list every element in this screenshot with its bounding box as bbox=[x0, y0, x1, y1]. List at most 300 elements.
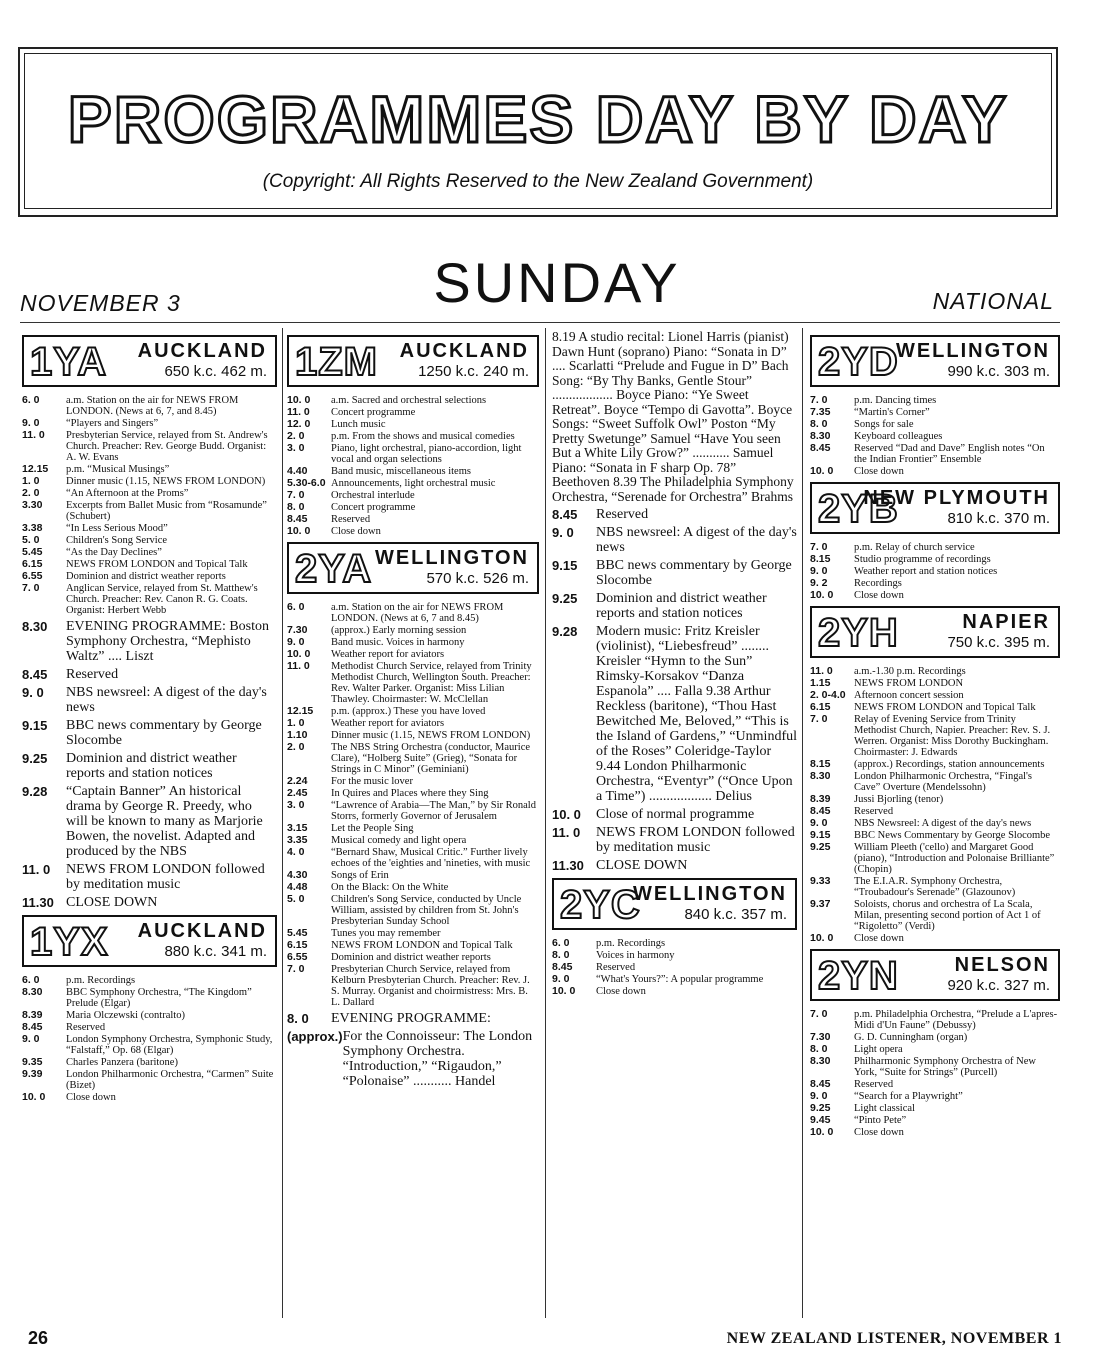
column-3 bbox=[552, 330, 797, 998]
programme-entry bbox=[810, 771, 1060, 793]
programme-entry bbox=[810, 554, 1060, 565]
entry-time: 11. 0 bbox=[552, 825, 581, 840]
entry-time: 7.35 bbox=[810, 406, 831, 418]
entry-time: 6.15 bbox=[810, 701, 831, 713]
programme-entry bbox=[22, 488, 277, 499]
programme-entry bbox=[552, 938, 797, 949]
entry-description: (approx.) Recordings, station announcements bbox=[854, 759, 1045, 770]
entry-time: 9.15 bbox=[552, 558, 578, 573]
entry-description: G. D. Cunningham (organ) bbox=[854, 1032, 968, 1043]
entry-time: 4.48 bbox=[287, 881, 308, 893]
entry-time: 9.37 bbox=[810, 898, 831, 910]
entry-time: 8. 0 bbox=[810, 1043, 828, 1055]
programme-entry bbox=[810, 395, 1060, 406]
entry-description: Studio programme of recordings bbox=[854, 554, 991, 565]
banner-title: PROGRAMMES DAY BY DAY bbox=[67, 82, 1009, 156]
entry-time: 8.45 bbox=[810, 442, 831, 454]
station-callsign: 1YA bbox=[30, 340, 108, 384]
programme-entry bbox=[552, 525, 797, 555]
entry-description: Concert programme bbox=[331, 502, 416, 513]
entry-time: 2.24 bbox=[287, 775, 308, 787]
entry-time: 6. 0 bbox=[22, 974, 40, 986]
programme-entry bbox=[810, 443, 1060, 465]
entry-description: Close down bbox=[854, 466, 904, 477]
header-rule bbox=[20, 322, 1060, 323]
entry-time: 7. 0 bbox=[810, 541, 828, 553]
entry-time: 3.15 bbox=[287, 822, 308, 834]
entry-time: 9.35 bbox=[22, 1056, 43, 1068]
programme-entry bbox=[22, 1069, 277, 1091]
station-frequency: 650 k.c. 462 m. bbox=[164, 363, 267, 380]
entry-time: 9. 0 bbox=[810, 565, 828, 577]
entry-time: 2. 0 bbox=[287, 741, 305, 753]
column-4 bbox=[810, 330, 1060, 1139]
entry-time: 6. 0 bbox=[552, 937, 570, 949]
station-frequency: 840 k.c. 357 m. bbox=[684, 906, 787, 923]
entry-description: Maria Olczewski (contralto) bbox=[66, 1010, 185, 1021]
publication-footer: NEW ZEALAND LISTENER, NOVEMBER 1 bbox=[726, 1330, 1062, 1347]
programme-entry bbox=[810, 830, 1060, 841]
station-header bbox=[552, 878, 797, 930]
programme-entry bbox=[287, 928, 539, 939]
entry-description: NEWS FROM LONDON and Topical Talk bbox=[331, 940, 513, 951]
programme-entry bbox=[287, 835, 539, 846]
programme-entry bbox=[810, 1056, 1060, 1078]
programme-entry bbox=[287, 800, 539, 822]
entry-time: 3. 0 bbox=[287, 442, 305, 454]
entry-time: 9.25 bbox=[552, 591, 578, 606]
programme-entry bbox=[810, 590, 1060, 601]
entry-time: 6.55 bbox=[22, 570, 43, 582]
entry-time: 9. 2 bbox=[810, 577, 828, 589]
column-divider bbox=[282, 328, 283, 1318]
programme-entry bbox=[22, 718, 277, 748]
programme-entry bbox=[552, 624, 797, 804]
entry-time: 10. 0 bbox=[552, 807, 581, 822]
entry-time: 8.45 bbox=[22, 1021, 43, 1033]
entry-description: Afternoon concert session bbox=[854, 690, 964, 701]
entry-description: Children's Song Service, conducted by Uncle William, assisted by children from St. John's Presbyterian Sunday School bbox=[331, 894, 522, 927]
station-city: WELLINGTON bbox=[374, 547, 529, 569]
programme-entry bbox=[22, 476, 277, 487]
programme-entry bbox=[810, 1103, 1060, 1114]
entry-time: 5.45 bbox=[22, 546, 43, 558]
entry-time: 9. 0 bbox=[287, 636, 305, 648]
entry-description: “Lawrence of Arabia—The Man,” by Sir Ronald Storrs, formerly Governor of Jerusalem bbox=[331, 800, 536, 822]
entry-time: 2.45 bbox=[287, 787, 308, 799]
station-header bbox=[22, 335, 277, 387]
entry-time: 8.45 bbox=[22, 667, 48, 682]
programme-entry bbox=[22, 464, 277, 475]
entry-time: 1. 0 bbox=[22, 475, 40, 487]
entry-description: Close down bbox=[331, 526, 381, 537]
entry-time: 10. 0 bbox=[287, 394, 311, 406]
entry-description: Musical comedy and light opera bbox=[331, 835, 467, 846]
entry-time: 11.30 bbox=[552, 858, 584, 873]
programme-entry bbox=[22, 751, 277, 781]
entry-description: p.m. Dancing times bbox=[854, 395, 937, 406]
programme-entry bbox=[810, 1009, 1060, 1031]
entry-description: Excerpts from Ballet Music from “Rosamunde” (Schubert) bbox=[66, 500, 267, 522]
programme-entry bbox=[22, 430, 277, 463]
entry-description: Children's Song Service bbox=[66, 535, 168, 546]
entry-description: Light opera bbox=[854, 1044, 903, 1055]
programme-entry bbox=[287, 478, 539, 489]
entry-description: NEWS FROM LONDON followed by meditation music bbox=[596, 825, 795, 855]
station-header bbox=[810, 335, 1060, 387]
entry-description: NBS newsreel: A digest of the day's news bbox=[596, 525, 797, 555]
entry-description: NBS newsreel: A digest of the day's news bbox=[66, 685, 267, 715]
entry-description: Close of normal programme bbox=[596, 807, 755, 822]
programme-entry bbox=[810, 678, 1060, 689]
entry-time: 12.15 bbox=[287, 705, 314, 717]
entry-description: Presbyterian Service, relayed from St. Andrew's Church. Preacher: Rev. George Budd. Organist: A. W. Evans bbox=[66, 430, 268, 463]
programme-entry bbox=[552, 962, 797, 973]
entry-description: London Symphony Orchestra, Symphonic Study, “Falstaff,” Op. 68 (Elgar) bbox=[66, 1034, 273, 1056]
entry-description: p.m. Relay of church service bbox=[854, 542, 975, 553]
programme-entry bbox=[810, 578, 1060, 589]
entry-description: BBC Symphony Orchestra, “The Kingdom” Prelude (Elgar) bbox=[66, 987, 252, 1009]
programme-entry bbox=[810, 1032, 1060, 1043]
programme-entry bbox=[287, 637, 539, 648]
entry-description: “Bernard Shaw, Musical Critic.” Further lively echoes of the 'eighties and 'nineties, with music bbox=[331, 847, 531, 869]
entry-description: p.m. Recordings bbox=[66, 975, 136, 986]
entry-description: The E.I.A.R. Symphony Orchestra, “Troubadour's Serenade” (Glazounov) bbox=[854, 876, 1016, 898]
programme-entry bbox=[287, 742, 539, 775]
programme-entry bbox=[810, 876, 1060, 898]
entry-description: Reserved bbox=[854, 1079, 894, 1090]
programme-entry bbox=[287, 847, 539, 869]
station-frequency: 570 k.c. 526 m. bbox=[426, 570, 529, 587]
entry-description: Anglican Service, relayed from St. Matthew's Church. Preacher: Rev. Canon R. G. Coats. Organist: Herbert Webb bbox=[66, 583, 258, 616]
programme-entry bbox=[552, 974, 797, 985]
programme-entry bbox=[287, 706, 539, 717]
station-header bbox=[287, 335, 539, 387]
entry-description: Close down bbox=[596, 986, 646, 997]
entry-description: Weather report and station notices bbox=[854, 566, 998, 577]
entry-time: 12.15 bbox=[22, 463, 49, 475]
entry-time: 8. 0 bbox=[552, 949, 570, 961]
entry-description: Methodist Church Service, relayed from Trinity Methodist Church, Wellington South. Preacher: Rev. Walter Parker. Organist: Miss Lilian Thawley. Choirmaster: W. McClellan bbox=[331, 661, 532, 705]
programme-entry bbox=[22, 418, 277, 429]
entry-time: 9.25 bbox=[810, 841, 831, 853]
entry-time: 1.15 bbox=[810, 677, 831, 689]
entry-time: 8.45 bbox=[552, 507, 578, 522]
entry-time: 9. 0 bbox=[552, 973, 570, 985]
entry-time: 8.30 bbox=[810, 430, 831, 442]
entry-description: “Captain Banner” An historical drama by George R. Preedy, who will be known to many as Marjorie Bowen, the novelist. Adapted and produced by the NBS bbox=[66, 784, 263, 859]
entry-description: Tunes you may remember bbox=[331, 928, 441, 939]
programme-entry bbox=[287, 526, 539, 537]
programme-entry bbox=[22, 784, 277, 859]
entry-time: 9.15 bbox=[810, 829, 831, 841]
programme-entry bbox=[810, 1044, 1060, 1055]
entry-time: 11. 0 bbox=[810, 665, 833, 677]
column-divider bbox=[802, 328, 803, 1318]
entry-description: p.m. “Musical Musings” bbox=[66, 464, 170, 475]
entry-description: Jussi Bjorling (tenor) bbox=[854, 794, 944, 805]
station-callsign: 2YN bbox=[818, 954, 899, 998]
entry-time: 8. 0 bbox=[810, 418, 828, 430]
station-callsign: 2YA bbox=[295, 547, 373, 591]
entry-time: 10. 0 bbox=[287, 525, 311, 537]
entry-description: Voices in harmony bbox=[596, 950, 675, 961]
entry-description: Let the People Sing bbox=[331, 823, 414, 834]
entry-time: 9. 0 bbox=[22, 685, 44, 700]
programme-entry bbox=[287, 419, 539, 430]
programme-entry bbox=[810, 542, 1060, 553]
programme-entry bbox=[22, 1022, 277, 1033]
entry-description: London Philharmonic Orchestra, “Fingal's Cave” Overture (Mendelssohn) bbox=[854, 771, 1033, 793]
entry-description: BBC News Commentary by George Slocombe bbox=[854, 830, 1051, 841]
entry-description: Lunch music bbox=[331, 419, 386, 430]
entry-description: Light classical bbox=[854, 1103, 915, 1114]
programme-entry bbox=[552, 807, 797, 822]
station-callsign: 2YB bbox=[818, 487, 899, 531]
programme-entry bbox=[287, 1011, 539, 1026]
entry-description: Dominion and district weather reports bbox=[66, 571, 226, 582]
programme-entry bbox=[287, 870, 539, 881]
entry-description: p.m. From the shows and musical comedies bbox=[331, 431, 515, 442]
entry-time: 8.15 bbox=[810, 553, 831, 565]
station-frequency: 880 k.c. 341 m. bbox=[164, 943, 267, 960]
entry-time: 7.30 bbox=[287, 624, 308, 636]
entry-description: CLOSE DOWN bbox=[596, 858, 688, 873]
programme-entry bbox=[287, 823, 539, 834]
entry-time: 8.45 bbox=[552, 961, 573, 973]
entry-time: 8.30 bbox=[810, 770, 831, 782]
station-frequency: 1250 k.c. 240 m. bbox=[418, 363, 529, 380]
entry-time: 9. 0 bbox=[22, 1033, 40, 1045]
entry-description: CLOSE DOWN bbox=[66, 895, 158, 910]
programme-entry bbox=[287, 490, 539, 501]
entry-time: 8.45 bbox=[810, 805, 831, 817]
station-callsign: 1ZM bbox=[295, 340, 378, 384]
entry-description: The NBS String Orchestra (conductor, Maurice Clare), “Holberg Suite” (Grieg), “Sonata for Strings in C Minor” (Geminiani) bbox=[331, 742, 531, 775]
entry-time: 9.25 bbox=[810, 1102, 831, 1114]
entry-description: a.m. Station on the air for NEWS FROM LONDON. (News at 6, 7, and 8.45) bbox=[66, 395, 239, 417]
programme-entry bbox=[22, 1010, 277, 1021]
programme-entry bbox=[810, 690, 1060, 701]
entry-time: 10. 0 bbox=[810, 465, 834, 477]
entry-description: Reserved bbox=[331, 514, 371, 525]
entry-time: 9.28 bbox=[22, 784, 48, 799]
entry-time: 11. 0 bbox=[287, 660, 310, 672]
programme-entry bbox=[22, 559, 277, 570]
entry-description: “Martin's Corner” bbox=[854, 407, 930, 418]
programme-entry bbox=[22, 571, 277, 582]
station-frequency: 920 k.c. 327 m. bbox=[947, 977, 1050, 994]
programme-entry bbox=[287, 649, 539, 660]
entry-description: NEWS FROM LONDON bbox=[854, 678, 964, 689]
entry-time: 8.45 bbox=[810, 1078, 831, 1090]
entry-time: 9.15 bbox=[22, 718, 48, 733]
programme-entry bbox=[552, 858, 797, 873]
entry-time: 7. 0 bbox=[810, 1008, 828, 1020]
entry-time: 11. 0 bbox=[22, 429, 45, 441]
programme-entry bbox=[22, 975, 277, 986]
station-callsign: 1YX bbox=[30, 920, 109, 964]
station-city: WELLINGTON bbox=[895, 340, 1050, 362]
entry-description: Songs for sale bbox=[854, 419, 914, 430]
programme-entry bbox=[552, 591, 797, 621]
entry-description: Band music, miscellaneous items bbox=[331, 466, 471, 477]
entry-time: 9. 0 bbox=[22, 417, 40, 429]
programme-entry bbox=[287, 466, 539, 477]
entry-time: 6.15 bbox=[22, 558, 43, 570]
entry-time: 3.35 bbox=[287, 834, 308, 846]
entry-time: 9.33 bbox=[810, 875, 831, 887]
programme-entry bbox=[287, 718, 539, 729]
station-city: WELLINGTON bbox=[632, 883, 787, 905]
programme-entry bbox=[22, 1057, 277, 1068]
entry-time: 8. 0 bbox=[287, 1011, 309, 1026]
network-label: NATIONAL bbox=[932, 288, 1054, 314]
entry-description: Piano, light orchestral, piano-accordion, light vocal and organ selections bbox=[331, 443, 522, 465]
entry-description: “What's Yours?”: A popular programme bbox=[596, 974, 764, 985]
entry-description: In Quires and Places where they Sing bbox=[331, 788, 489, 799]
programme-entry bbox=[22, 523, 277, 534]
entry-time: 5.30-6.0 bbox=[287, 477, 326, 489]
masthead-banner bbox=[18, 47, 1058, 217]
entry-time: 6.55 bbox=[287, 951, 308, 963]
entry-time: 9.45 bbox=[810, 1114, 831, 1126]
station-city: NEW PLYMOUTH bbox=[863, 487, 1050, 509]
programme-entry bbox=[810, 1079, 1060, 1090]
entry-description: Reserved bbox=[66, 1022, 106, 1033]
programme-entry bbox=[287, 1029, 539, 1089]
entry-time: 5. 0 bbox=[22, 534, 40, 546]
entry-time: 9.25 bbox=[22, 751, 48, 766]
entry-description: On the Black: On the White bbox=[331, 882, 449, 893]
entry-time: 11.30 bbox=[22, 895, 54, 910]
entry-description: NEWS FROM LONDON followed by meditation music bbox=[66, 862, 265, 892]
entry-time: 8.30 bbox=[22, 619, 48, 634]
entry-description: “An Afternoon at the Proms” bbox=[66, 488, 189, 499]
entry-description: a.m.-1.30 p.m. Recordings bbox=[854, 666, 966, 677]
programme-entry bbox=[810, 431, 1060, 442]
entry-time: 3.38 bbox=[22, 522, 43, 534]
entry-description: Announcements, light orchestral music bbox=[331, 478, 496, 489]
programme-entry bbox=[287, 776, 539, 787]
entry-description: Modern music: Fritz Kreisler (violinist), “Liebesfreud” ........ Kreisler “Hymn to the Sun” Rimsky-Korsakov “Danza Espanola” .... Falla 9.38 Arthur Reckless (baritone), “Thou Hast Bewitched Me, Beloved,” “This is the Island of Gardens,” “Unmindful of the Roses” Coleridge-Taylor 9.44 London Philharmonic Orchestra, “Eventyr” (“Once Upon a Time”) .................. Delius bbox=[596, 624, 797, 804]
entry-description: For the Connoisseur: The London Symphony Orchestra. “Introduction,” “Rigaudon,” “Polonaise” ........... Handel bbox=[342, 1029, 533, 1089]
programme-entry bbox=[287, 788, 539, 799]
entry-time: 8.30 bbox=[22, 986, 43, 998]
entry-time: 8.39 bbox=[22, 1009, 43, 1021]
entry-description: Concert programme bbox=[331, 407, 416, 418]
entry-time: 9.39 bbox=[22, 1068, 43, 1080]
programme-entry bbox=[22, 685, 277, 715]
entry-description: Dominion and district weather reports and station notices bbox=[66, 751, 237, 781]
entry-description: Relay of Evening Service from Trinity Methodist Church, Napier. Preacher: Rev. S. J. Werren. Organist: Miss Dorothy Buckingham. Choirmaster: J. Edwards bbox=[854, 714, 1051, 758]
entry-description: Weather report for aviators bbox=[331, 649, 445, 660]
station-callsign: 2YH bbox=[818, 611, 899, 655]
entry-description: NEWS FROM LONDON and Topical Talk bbox=[66, 559, 248, 570]
programme-entry bbox=[22, 862, 277, 892]
programme-entry bbox=[810, 1115, 1060, 1126]
entry-description: p.m. (approx.) These you have loved bbox=[331, 706, 486, 717]
entry-description: “In Less Serious Mood” bbox=[66, 523, 168, 534]
entry-description: NEWS FROM LONDON and Topical Talk bbox=[854, 702, 1036, 713]
entry-time: 8.15 bbox=[810, 758, 831, 770]
entry-time: 1.10 bbox=[287, 729, 308, 741]
entry-time: 2. 0 bbox=[22, 487, 40, 499]
entry-description: Reserved bbox=[66, 667, 119, 682]
entry-description: (approx.) Early morning session bbox=[331, 625, 467, 636]
column-1 bbox=[22, 330, 277, 1104]
programme-entry bbox=[810, 407, 1060, 418]
station-callsign: 2YC bbox=[560, 883, 641, 927]
entry-time: 7. 0 bbox=[810, 394, 828, 406]
entry-description: Dinner music (1.15, NEWS FROM LONDON) bbox=[66, 476, 266, 487]
entry-time: 6. 0 bbox=[287, 601, 305, 613]
entry-description: EVENING PROGRAMME: Boston Symphony Orchestra, “Mephisto Waltz” .... Liszt bbox=[66, 619, 270, 664]
programme-entry bbox=[287, 730, 539, 741]
programme-entry bbox=[287, 407, 539, 418]
entry-description: Dinner music (1.15, NEWS FROM LONDON) bbox=[331, 730, 531, 741]
date-label: NOVEMBER 3 bbox=[20, 290, 181, 316]
entry-time: 10. 0 bbox=[22, 1091, 46, 1103]
entry-time: 5.45 bbox=[287, 927, 308, 939]
station-city: NAPIER bbox=[962, 611, 1050, 633]
station-city: AUCKLAND bbox=[137, 920, 267, 942]
entry-time: 8.30 bbox=[810, 1055, 831, 1067]
entry-time: 11. 0 bbox=[22, 862, 51, 877]
entry-description: Charles Panzera (baritone) bbox=[66, 1057, 178, 1068]
copyright-notice: (Copyright: All Rights Reserved to the New Zealand Government) bbox=[262, 171, 814, 192]
page-number: 26 bbox=[28, 1328, 49, 1348]
entry-description: EVENING PROGRAMME: bbox=[331, 1011, 491, 1026]
station-city: NELSON bbox=[954, 954, 1050, 976]
programme-entry bbox=[22, 500, 277, 522]
entry-description: Reserved bbox=[596, 962, 636, 973]
station-header bbox=[22, 915, 277, 967]
programme-entry bbox=[810, 702, 1060, 713]
programme-entry bbox=[810, 899, 1060, 932]
entry-description: p.m. Philadelphia Orchestra, “Prelude a L'apres-Midi d'Un Faune” (Debussy) bbox=[854, 1009, 1058, 1031]
station-city: AUCKLAND bbox=[137, 340, 267, 362]
entry-time: 3.30 bbox=[22, 499, 43, 511]
programme-entry bbox=[287, 964, 539, 1008]
station-frequency: 810 k.c. 370 m. bbox=[947, 510, 1050, 527]
programme-entry bbox=[22, 395, 277, 417]
entry-time: 9. 0 bbox=[552, 525, 574, 540]
entry-time: 8.39 bbox=[810, 793, 831, 805]
entry-time: 5. 0 bbox=[287, 893, 305, 905]
entry-time: 2. 0-4.0 bbox=[810, 689, 846, 701]
entry-description: London Philharmonic Orchestra, “Carmen” Suite (Bizet) bbox=[66, 1069, 274, 1091]
studio-recital-text: 8.19 A studio recital: Lionel Harris (pianist) Dawn Hunt (soprano) Piano: “Sonata in D” .... Scarlatti “Prelude and Fugue in D” Bach Song: “By Thy Banks, Gentle Stour” .................. Boyce Piano: “Ye Sweet Retreat”. Boyce “Tempo di Gavotta”. Boyce Songs: “Sweet Suffolk Owl” Poston “My Pretty Swetunge” Samuel “Have You seen But a White Lily Grow?” ........... Samuel Piano: “Sonata in F sharp Op. 78” Beethoven 8.39 The Philadelphia Symphony Orchestra, “Serenade for Orchestra” Brahms bbox=[552, 329, 794, 504]
entry-description: “As the Day Declines” bbox=[66, 547, 162, 558]
day-title: SUNDAY bbox=[433, 251, 681, 314]
programme-entry bbox=[810, 818, 1060, 829]
entry-description: “Players and Singers” bbox=[66, 418, 159, 429]
column-2 bbox=[287, 330, 539, 1092]
programme-entry bbox=[552, 507, 797, 522]
entry-description: Weather report for aviators bbox=[331, 718, 445, 729]
programme-entry bbox=[22, 583, 277, 616]
entry-description: “Search for a Playwright” bbox=[854, 1091, 963, 1102]
entry-time: 7. 0 bbox=[287, 489, 305, 501]
entry-description: Reserved “Dad and Dave” English notes “On the Indian Frontier” Ensemble bbox=[854, 443, 1045, 465]
entry-time: 8.45 bbox=[287, 513, 308, 525]
station-frequency: 750 k.c. 395 m. bbox=[947, 634, 1050, 651]
entry-time: 4. 0 bbox=[287, 846, 305, 858]
entry-time: 7. 0 bbox=[22, 582, 40, 594]
programme-entry bbox=[810, 419, 1060, 430]
station-header bbox=[287, 542, 539, 594]
